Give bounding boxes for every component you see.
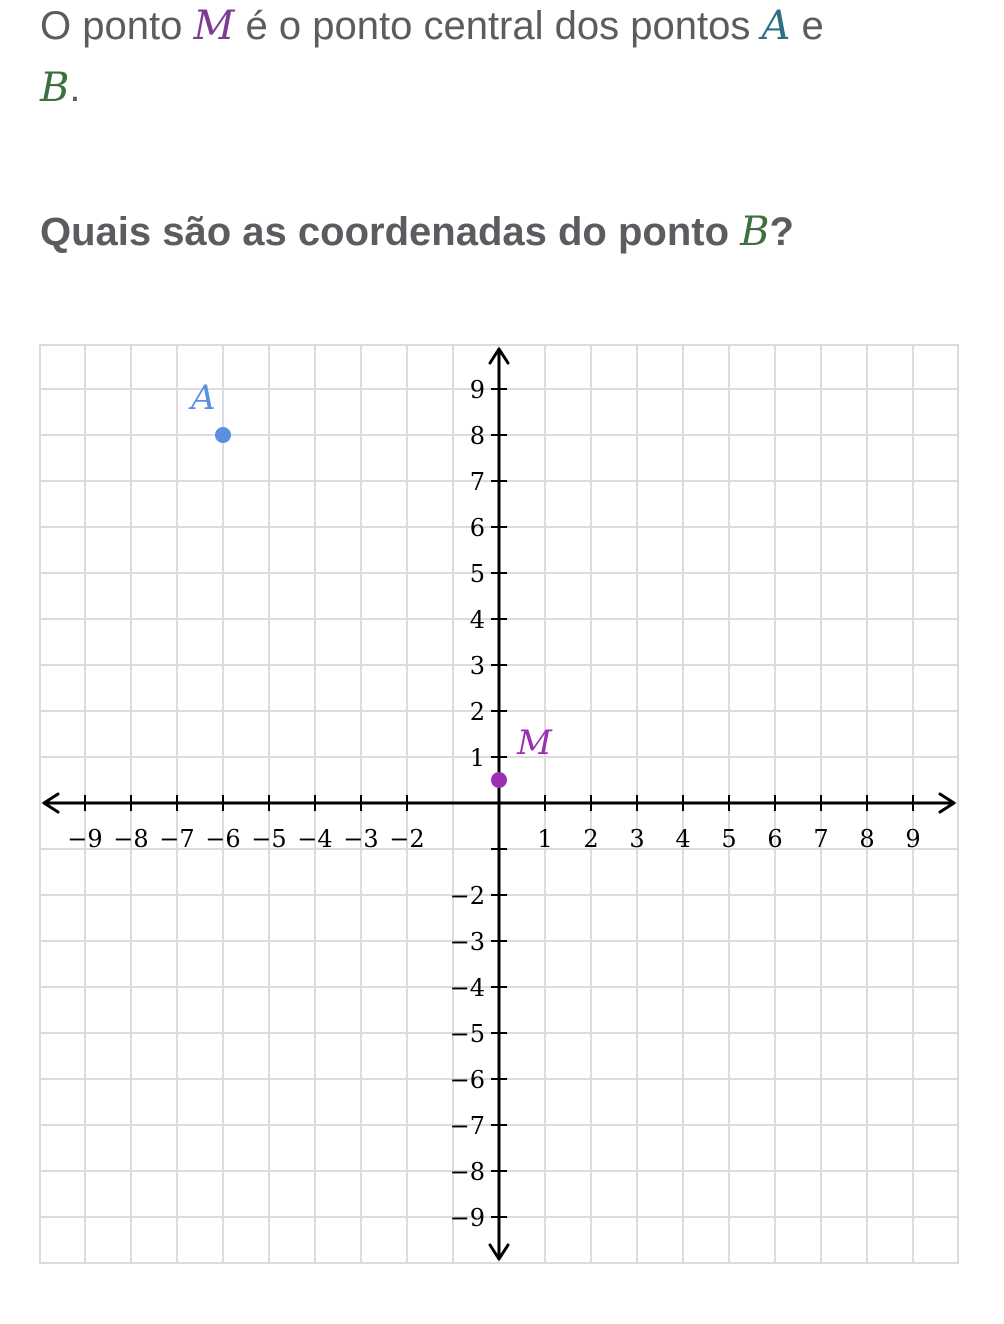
y-tick-label: 4 [469,606,485,634]
x-tick-label: −5 [251,825,287,853]
question-variable-B: B [740,209,770,255]
x-tick-label: −9 [67,825,103,853]
y-tick-label: −7 [449,1112,485,1140]
x-tick-label: 8 [859,825,875,853]
y-tick-label: 8 [469,422,485,450]
x-tick-label: −4 [297,825,333,853]
point-m[interactable] [491,772,507,788]
y-tick-label: 3 [469,652,485,680]
x-tick-label: −6 [205,825,241,853]
y-tick-label: −9 [449,1204,485,1232]
x-tick-label: 4 [675,825,691,853]
y-tick-label: 7 [469,468,485,496]
text-after-A: e [790,4,824,48]
x-tick-label: 5 [721,825,737,853]
point-a[interactable] [215,427,231,443]
y-tick-label: −8 [449,1158,485,1186]
y-tick-label: −4 [449,974,485,1002]
x-tick-label: −3 [343,825,379,853]
x-tick-label: 3 [629,825,645,853]
point-label-a: A [191,378,216,418]
y-tick-label: 1 [469,744,485,772]
y-tick-label: 2 [469,698,485,726]
x-tick-label: 2 [583,825,599,853]
x-tick-label: −2 [389,825,425,853]
y-tick-label: −5 [449,1020,485,1048]
x-tick-label: 7 [813,825,829,853]
x-tick-label: 9 [905,825,921,853]
variable-A: A [761,3,791,49]
y-tick-label: 6 [469,514,485,542]
question-end: ? [769,210,794,254]
y-tick-label: 9 [469,376,485,404]
question-text: Quais são as coordenadas do ponto [40,210,741,254]
y-tick-label: −2 [449,882,485,910]
x-tick-label: 6 [767,825,783,853]
text-before-M: O ponto [40,4,194,48]
variable-M: M [193,3,235,49]
variable-B: B [40,65,70,111]
text-end: . [69,66,81,110]
x-tick-label: −7 [159,825,195,853]
y-tick-label: −3 [449,928,485,956]
y-tick-label: 5 [469,560,485,588]
x-tick-label: 1 [537,825,553,853]
text-mid: é o ponto central dos pontos [234,4,762,48]
x-tick-label: −8 [113,825,149,853]
point-label-m: M [517,723,552,763]
y-tick-label: −6 [449,1066,485,1094]
